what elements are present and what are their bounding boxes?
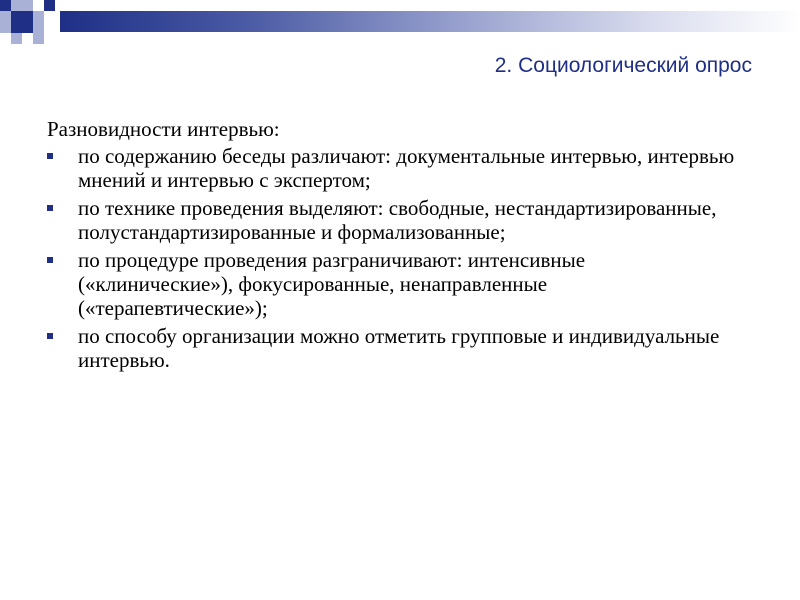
header-gradient-band [60,11,800,32]
bullet-list [47,144,737,372]
bullet-text: по процедуре проведения разграничивают: интенсивные («клинические»), фокусированные, ненаправленные («терапевтические»); [78,248,586,320]
bullet-text: по содержанию беседы различают: документальные интервью, интервью мнений и интервью с экспертом; [78,144,735,192]
bullet-item [47,248,737,320]
corner-square [11,33,22,44]
corner-square [0,0,11,11]
corner-square [33,33,44,44]
bullet-item [47,144,737,192]
square-bullet-icon [47,333,53,339]
slide-title: 2. Социологический опрос [494,54,752,77]
bullet-text: по способу организации можно отметить групповые и индивидуальные интервью. [78,324,720,372]
corner-square [0,11,11,33]
bullet-text: по технике проведения выделяют: свободные, нестандартизированные, полустандартизированные и формализованные; [78,196,717,244]
slide-body [47,117,737,376]
square-bullet-icon [47,257,53,263]
corner-square [33,11,44,33]
bullet-item [47,196,737,244]
bullet-item [47,324,737,372]
intro-text: Разновидности интервью: [47,117,280,141]
corner-square [11,11,33,33]
corner-square [11,0,33,11]
square-bullet-icon [47,153,53,159]
square-bullet-icon [47,205,53,211]
corner-square [44,0,55,11]
